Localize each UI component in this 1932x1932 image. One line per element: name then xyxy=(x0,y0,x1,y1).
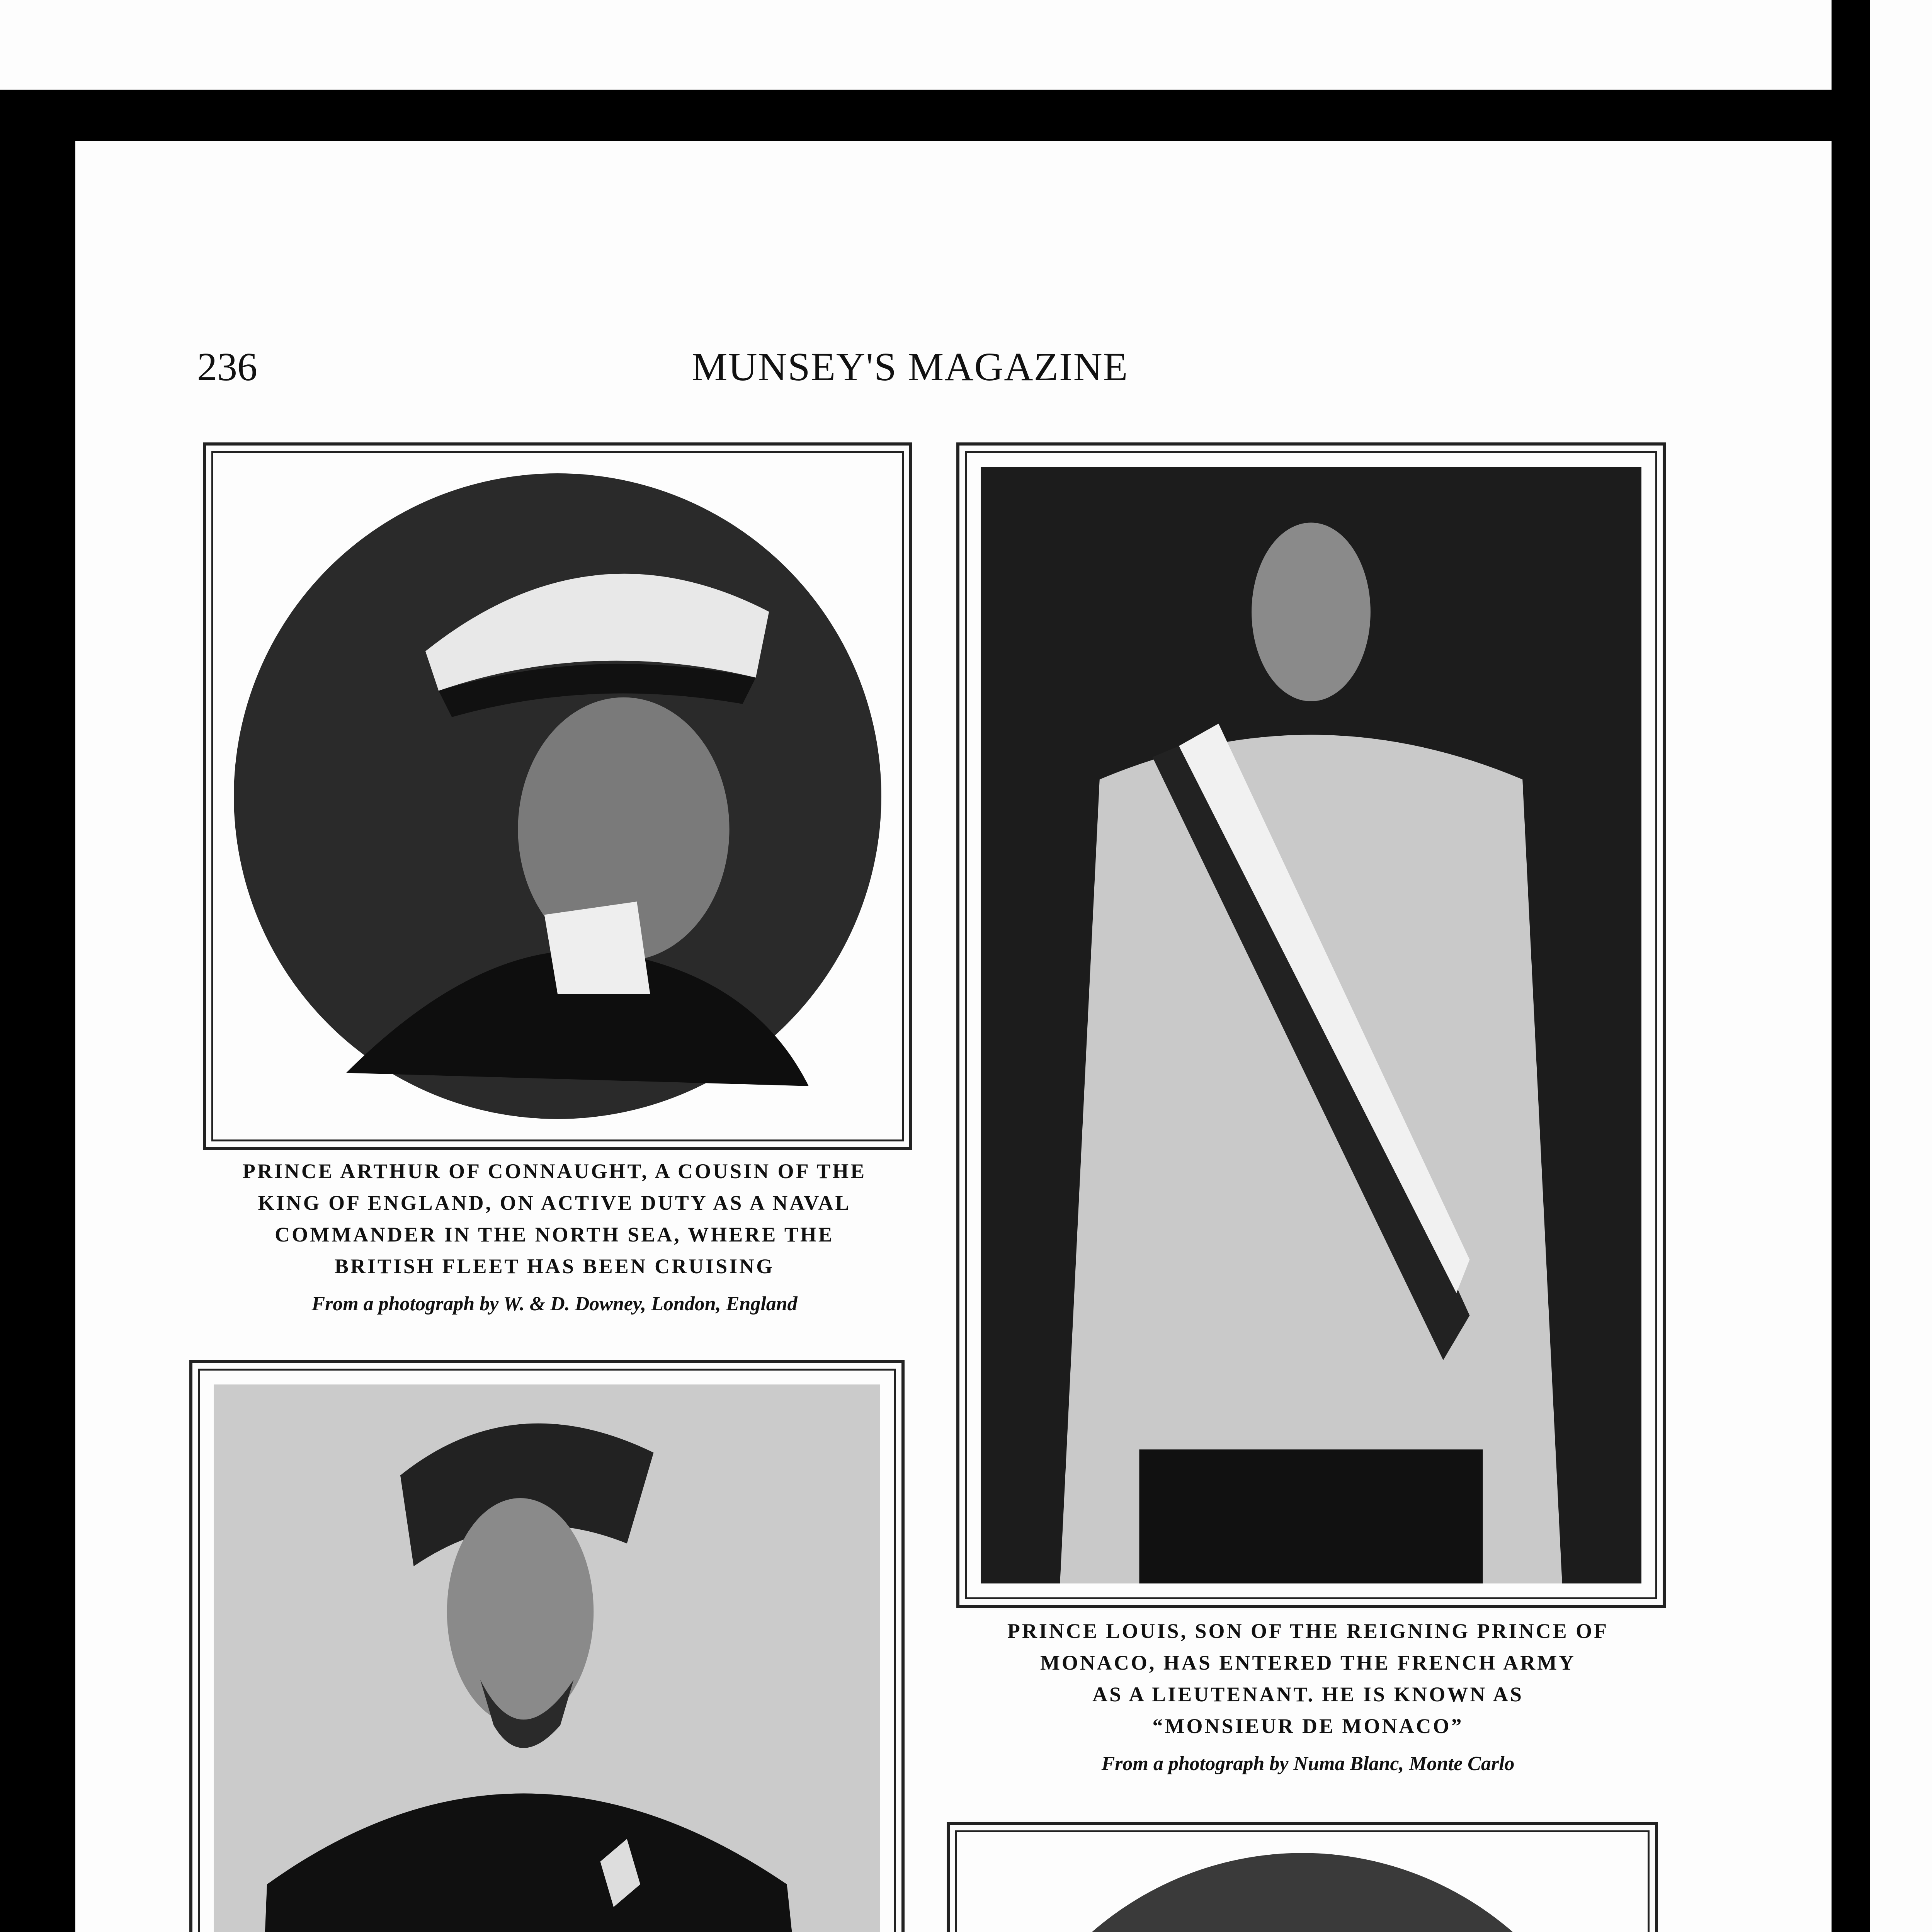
credit-prince-louis-monaco: From a photograph by Numa Blanc, Monte Carlo xyxy=(1101,1753,1515,1775)
caption-line: COMMANDER IN THE NORTH SEA, WHERE THE xyxy=(275,1223,834,1246)
portrait-prince-arthur xyxy=(227,467,888,1126)
caption-line: “MONSIEUR DE MONACO” xyxy=(1152,1714,1464,1738)
caption-line: PRINCE LOUIS, SON OF THE REIGNING PRINCE OF xyxy=(1007,1619,1609,1643)
caption-line: KING OF ENGLAND, ON ACTIVE DUTY AS A NAVAL xyxy=(258,1191,851,1214)
page-number: 236 xyxy=(197,345,257,389)
portrait-prince-louis-battenberg xyxy=(214,1384,880,1932)
scan-border-top xyxy=(0,0,1832,97)
caption-line: MONACO, HAS ENTERED THE FRENCH ARMY xyxy=(1040,1651,1576,1674)
scan-border-right xyxy=(1870,0,1932,1932)
caption-prince-louis-monaco xyxy=(935,1615,1681,1742)
caption-line: PRINCE ARTHUR OF CONNAUGHT, A COUSIN OF THE xyxy=(242,1160,867,1183)
portrait-prince-louis-monaco xyxy=(981,467,1641,1583)
photo-frame-grand-duke-cyril xyxy=(947,1822,1658,1932)
photo-frame-prince-arthur xyxy=(203,442,912,1150)
caption-line: AS A LIEUTENANT. HE IS KNOWN AS xyxy=(1092,1683,1524,1706)
portrait-grand-duke-cyril xyxy=(971,1846,1634,1932)
caption-prince-arthur xyxy=(182,1155,927,1282)
caption-line: BRITISH FLEET HAS BEEN CRUISING xyxy=(334,1255,775,1278)
running-head: MUNSEY'S MAGAZINE xyxy=(692,345,1129,389)
credit-prince-arthur: From a photograph by W. & D. Downey, London, England xyxy=(311,1293,798,1315)
photo-frame-prince-louis-monaco xyxy=(956,442,1666,1608)
photo-frame-prince-louis-battenberg xyxy=(189,1360,905,1932)
